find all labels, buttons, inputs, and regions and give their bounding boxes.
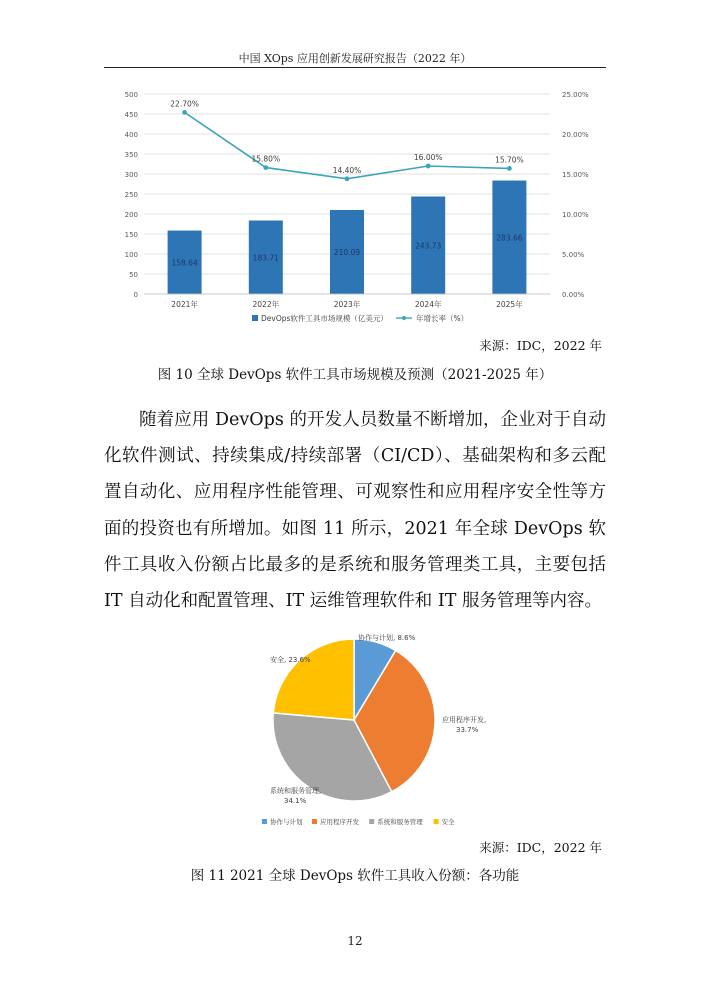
running-header: 中国 XOps 应用创新发展研究报告（2022 年） — [238, 52, 472, 65]
revenue-share-pie-chart — [200, 628, 520, 833]
left-tick-label: 0 — [133, 291, 138, 299]
growth-rate-label: 15.80% — [251, 154, 281, 164]
left-tick-label: 450 — [124, 111, 138, 119]
pie-legend-swatch — [369, 819, 374, 824]
left-tick-label: 150 — [124, 231, 138, 239]
right-tick-label: 10.00% — [562, 211, 589, 219]
pie-label-collab: 协作与计划, 8.6% — [358, 634, 416, 642]
pie-legend-label: 协作与计划 — [270, 818, 303, 826]
bar-value-label: 158.64 — [171, 258, 198, 268]
body-paragraph: 随着应用 DevOps 的开发人员数量不断增加，企业对于自动化软件测试、持续集成/持续部署（CI/CD）、基础架构和多云配置自动化、应用程序性能管理、可观察性和应用程序安全性等方面的投资也有所增加。如图 11 所示，2021 年全球 DevOps 软件工具收入份额占比最多的是系统和服务管理类工具，主要包括 IT 自动化和配置管理、IT 运维管理软件和 IT 服务管理等内容。 — [104, 410, 606, 612]
bar-value-label: 183.71 — [252, 253, 279, 263]
left-tick-label: 200 — [124, 211, 138, 219]
page-number: 12 — [347, 934, 363, 948]
pie-label-sysmgmt: 系统和服务管理, — [270, 787, 322, 795]
right-tick-label: 20.00% — [562, 131, 589, 139]
category-label: 2022年 — [252, 300, 280, 309]
left-tick-label: 100 — [124, 251, 138, 259]
line-series — [170, 99, 523, 181]
figure10-caption: 图 10 全球 DevOps 软件工具市场规模及预测（2021-2025 年） — [157, 367, 553, 383]
growth-rate-label: 15.70% — [495, 155, 524, 165]
pie-label-sysmgmt-value: 34.1% — [284, 797, 307, 805]
pie-legend — [262, 817, 455, 826]
pie-legend-label: 安全 — [441, 818, 455, 826]
left-tick-label: 500 — [124, 91, 138, 99]
pie-slice-安全 — [273, 639, 354, 720]
growth-rate-label: 22.70% — [170, 99, 199, 109]
left-tick-label: 300 — [124, 171, 138, 179]
figure11-source: 来源：IDC，2022 年 — [479, 840, 602, 855]
growth-rate-point — [507, 166, 512, 171]
category-label: 2025年 — [496, 300, 523, 309]
growth-rate-label: 14.40% — [332, 165, 362, 175]
pie-legend-swatch — [434, 819, 439, 824]
legend-line-label: 年增长率（%） — [416, 314, 469, 323]
pie-legend-label: 系统和服务管理 — [377, 818, 423, 826]
bar-value-label: 243.73 — [415, 241, 442, 251]
left-axis-ticks — [125, 91, 138, 299]
growth-rate-point — [263, 165, 268, 170]
chart-legend — [252, 313, 468, 323]
figure11-caption: 图 11 2021 全球 DevOps 软件工具收入份额：各功能 — [190, 868, 520, 884]
growth-rate-point — [345, 176, 350, 181]
figure10-source: 来源：IDC，2022 年 — [479, 338, 602, 353]
category-label: 2023年 — [333, 300, 361, 309]
pie-label-appdev-value: 33.7% — [456, 726, 479, 734]
right-tick-label: 0.00% — [562, 291, 585, 299]
bar-series — [168, 181, 527, 294]
growth-rate-point — [182, 110, 187, 115]
category-label: 2024年 — [414, 300, 442, 309]
pie-legend-swatch — [312, 819, 317, 824]
growth-rate-label: 16.00% — [413, 153, 443, 162]
left-tick-label: 400 — [124, 131, 138, 139]
market-size-combo-chart — [104, 80, 606, 330]
legend-line-marker — [402, 316, 406, 320]
right-tick-label: 15.00% — [562, 171, 589, 179]
category-label: 2021年 — [171, 300, 198, 309]
pie-label-security: 安全, 23.6% — [270, 656, 311, 664]
category-axis-labels — [144, 294, 550, 309]
bar-value-label: 210.09 — [333, 247, 361, 257]
pie-label-appdev: 应用程序开发, — [442, 716, 487, 724]
header-rule — [104, 67, 606, 68]
left-tick-label: 250 — [124, 191, 138, 199]
right-tick-label: 5.00% — [562, 251, 585, 259]
right-tick-label: 25.00% — [562, 91, 589, 99]
right-axis-ticks — [562, 91, 589, 299]
pie-legend-label: 应用程序开发 — [320, 818, 359, 826]
growth-rate-point — [426, 164, 431, 169]
left-tick-label: 350 — [124, 151, 138, 159]
bar-value-label: 283.66 — [496, 233, 523, 243]
legend-bar-label: DevOps软件工具市场规模（亿美元） — [261, 314, 388, 323]
left-tick-label: 50 — [129, 271, 138, 279]
legend-bar-swatch — [252, 315, 258, 321]
pie-legend-swatch — [262, 819, 267, 824]
